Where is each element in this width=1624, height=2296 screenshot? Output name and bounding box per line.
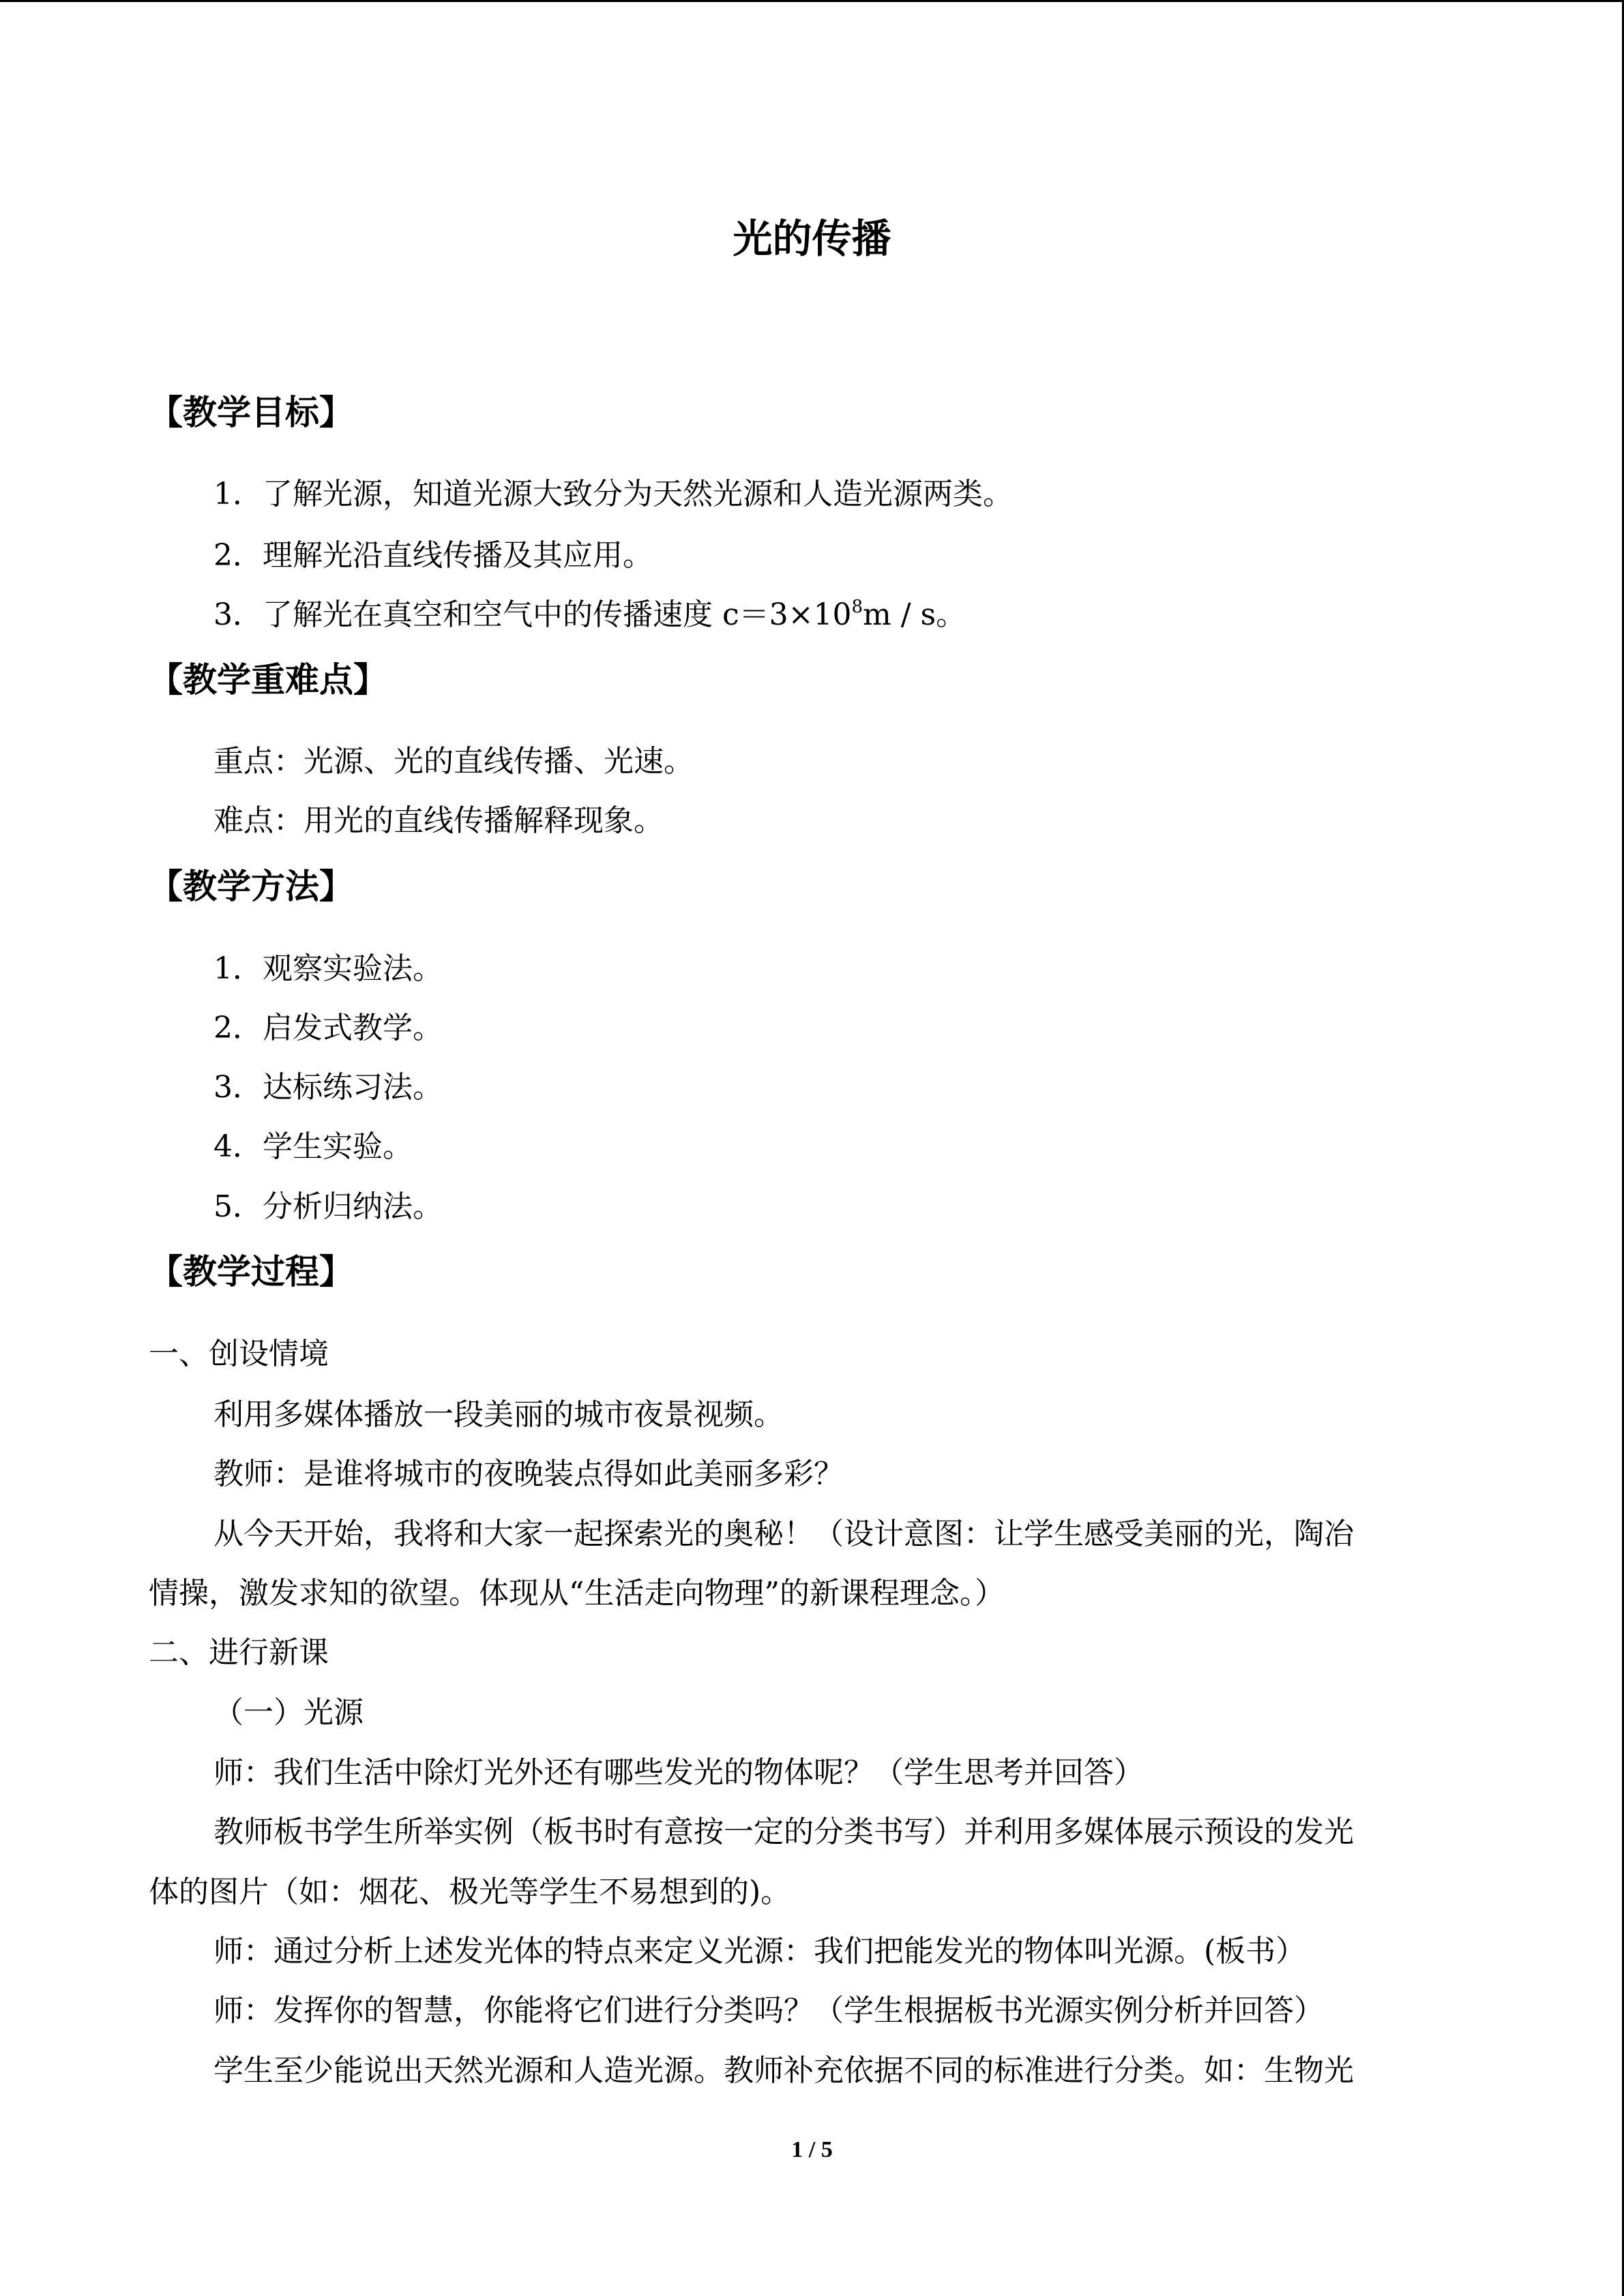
paragraph: 师：发挥你的智慧，你能将它们进行分类吗？（学生根据板书光源实例分析并回答） — [213, 1993, 1324, 2028]
paragraph: 教师：是谁将城市的夜晚装点得如此美丽多彩？ — [213, 1457, 844, 1491]
goal-item: 2．理解光沿直线传播及其应用。 — [213, 538, 653, 573]
difficulty-item: 难点：用光的直线传播解释现象。 — [213, 803, 664, 838]
paragraph: 利用多媒体播放一段美丽的城市夜景视频。 — [213, 1397, 784, 1432]
section-heading-keypoints: 【教学重难点】 — [149, 660, 387, 700]
keypoint-item: 重点：光源、光的直线传播、光速。 — [213, 744, 694, 779]
paragraph: 师：通过分析上述发光体的特点来定义光源：我们把能发光的物体叫光源。(板书） — [213, 1934, 1306, 1969]
goal-item-speed — [213, 593, 966, 637]
paragraph-continuation: 体的图片（如：烟花、极光等学生不易想到的)。 — [149, 1875, 791, 1909]
page-number: 1 / 5 — [791, 2137, 833, 2162]
section-heading-process: 【教学过程】 — [149, 1252, 353, 1292]
method-item: 5．分析归纳法。 — [213, 1189, 443, 1224]
paragraph-continuation: 情操，激发求知的欲望。体现从“生活走向物理”的新课程理念。） — [149, 1576, 1005, 1611]
method-item: 2．启发式教学。 — [213, 1011, 443, 1045]
goal-speed-text: 3．了解光在真空和空气中的传播速度 c＝3×10 — [213, 597, 852, 632]
goal-item: 1．了解光源，知道光源大致分为天然光源和人造光源两类。 — [213, 477, 1013, 511]
process-part-heading: 一、创设情境 — [149, 1337, 329, 1371]
page-border-top — [0, 0, 1624, 2]
paragraph: 教师板书学生所举实例（板书时有意按一定的分类书写）并利用多媒体展示预设的发光 — [213, 1815, 1354, 1849]
method-item: 1．观察实验法。 — [213, 951, 443, 986]
paragraph: 学生至少能说出天然光源和人造光源。教师补充依据不同的标准进行分类。如：生物光 — [213, 2053, 1354, 2088]
subsection-heading: （一）光源 — [213, 1695, 364, 1730]
paragraph: 师：我们生活中除灯光外还有哪些发光的物体呢？（学生思考并回答） — [213, 1755, 1144, 1790]
method-item: 4．学生实验。 — [213, 1129, 413, 1164]
goal-speed-exponent: 8 — [851, 597, 863, 617]
section-heading-goals: 【教学目标】 — [149, 393, 353, 432]
section-heading-methods: 【教学方法】 — [149, 867, 353, 906]
process-part-heading: 二、进行新课 — [149, 1635, 329, 1670]
paragraph: 从今天开始，我将和大家一起探索光的奥秘！（设计意图：让学生感受美丽的光，陶冶 — [213, 1517, 1354, 1551]
method-item: 3．达标练习法。 — [213, 1070, 443, 1105]
goal-speed-unit: m / s。 — [863, 597, 966, 632]
page-title: 光的传播 — [733, 215, 891, 262]
